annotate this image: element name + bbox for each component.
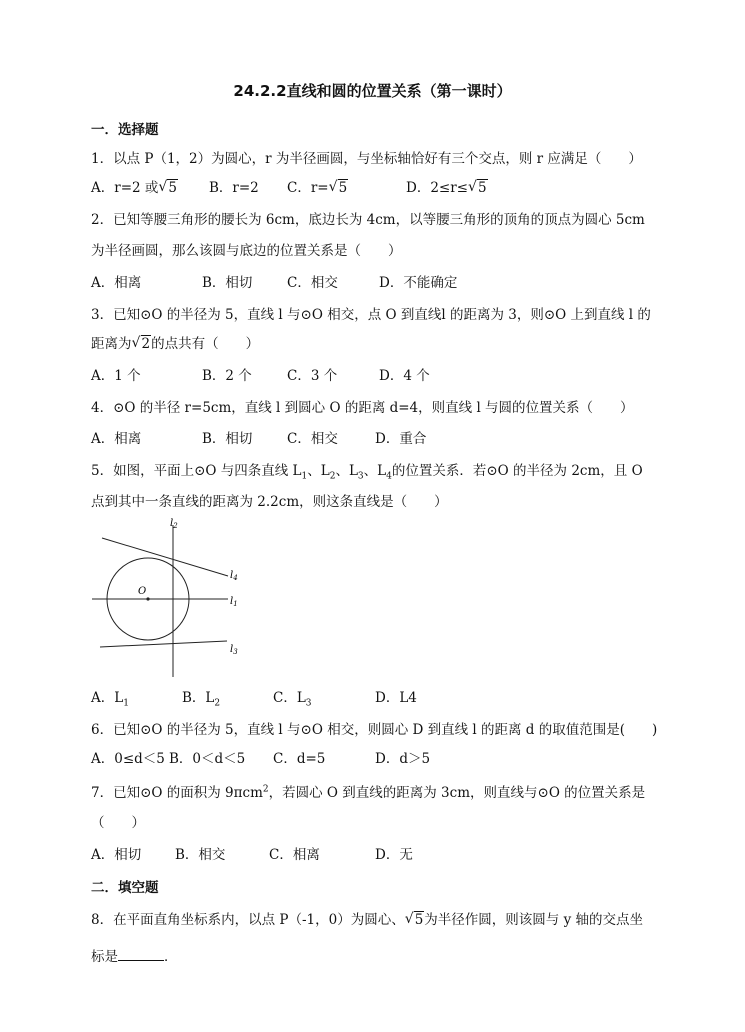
question-3-stem-line1: 3．已知⊙O 的半径为 5，直线 l 与⊙O 相交，点 O 到直线l 的距离为 3，则⊙O 上到直线 l 的 [91,307,651,323]
option-a: A．相离 [91,431,142,447]
question-8-stem-line1: 8．在平面直角坐标系内，以点 P（-1，0）为圆心、√ 5为半径作圆，则该圆与 y 轴的交点坐 [91,908,643,928]
option-c: C．3 个 [287,368,338,384]
option-d: D．L4 [375,690,417,706]
option-c: C．相交 [287,431,338,447]
option-c: C．d=5 [273,751,326,767]
option-d: D．重合 [375,431,427,447]
question-8-stem-line2: 标是 ． [91,949,178,965]
option-b: B．0＜d＜5 [169,751,246,767]
question-1-stem: 1．以点 P（1，2）为圆心，r 为半径画圆，与坐标轴恰好有三个交点，则 r 应满足（ ） [91,151,642,167]
option-c: C．相离 [269,847,320,863]
option-d: D．无 [375,847,413,863]
question-5-stem-line1: 5．如图，平面上⊙O 与四条直线 $L_1$、$L_2$、$L_3$、$L_4$的位置关系．若⊙O 的半径为 2cm，且 O [91,463,643,482]
question-7-stem-line1: 7．已知⊙O 的面积为 9πcm$^2$，若圆心 O 到直线的距离为 3cm，则直线与⊙O 的位置关系是 [91,784,646,801]
option-d: D．d＞5 [375,751,431,767]
option-a: A．1 个 [91,368,141,384]
label-l3: $l_3$ [230,644,238,656]
line-l3 [100,641,227,647]
question-7-stem-line2: （ ） [91,815,145,831]
label-o: O [138,586,147,597]
section-heading-choice: 一．选择题 [91,122,159,138]
question-2-stem-line1: 2．已知等腰三角形的腰长为 6cm，底边长为 4cm，以等腰三角形的顶角的顶点为圆心 5cm [91,212,645,228]
option-d: D．不能确定 [379,275,458,291]
option-c: C．相交 [287,275,338,291]
question-4-stem: 4．⊙O 的半径 r=5cm，直线 l 到圆心 O 的距离 d=4，则直线 l 与圆的位置关系（ ） [91,400,634,416]
line-l4 [102,538,228,576]
option-a: A．$L_1$ [91,690,129,709]
option-b: B．相切 [202,275,253,291]
option-b: B．相交 [175,847,226,863]
option-b: B．r=2 [209,180,259,196]
center-point [146,597,149,600]
option-a: A．相离 [91,275,142,291]
option-d: D．4 个 [379,368,430,384]
page-title: 24.2.2直线和圆的位置关系（第一课时） [233,82,512,100]
option-c: C．$L_3$ [273,690,312,709]
question-5-stem-line2: 点到其中一条直线的距离为 2.2cm，则这条直线是（ ） [91,494,448,510]
section-heading-fill: 二．填空题 [91,880,159,896]
question-2-stem-line2: 为半径画圆，那么该圆与底边的位置关系是（ ） [91,243,402,259]
question-6-stem: 6．已知⊙O 的半径为 5，直线 l 与⊙O 相交，则圆心 D 到直线 l 的距离 d 的取值范围是( ) [91,722,658,738]
option-d: D．2≤r≤√ 5 [406,176,488,196]
option-a: A．相切 [91,847,142,863]
option-b: B．相切 [202,431,253,447]
answer-blank[interactable] [118,948,164,961]
option-b: B．2 个 [202,368,252,384]
option-c: C．r=√ 5 [287,176,348,196]
label-l1: $l_1$ [230,596,238,608]
label-l2: $l_2$ [170,518,178,530]
label-l4: $l_4$ [230,570,238,582]
option-a: A．0≤d＜5 [91,751,165,767]
question-3-stem-line2: 距离为√ 2的点共有（ ） [91,332,259,352]
circle-lines-figure [90,515,260,680]
option-b: B．$L_2$ [182,690,221,709]
option-a: A．r=2 或√ 5 [91,176,178,196]
